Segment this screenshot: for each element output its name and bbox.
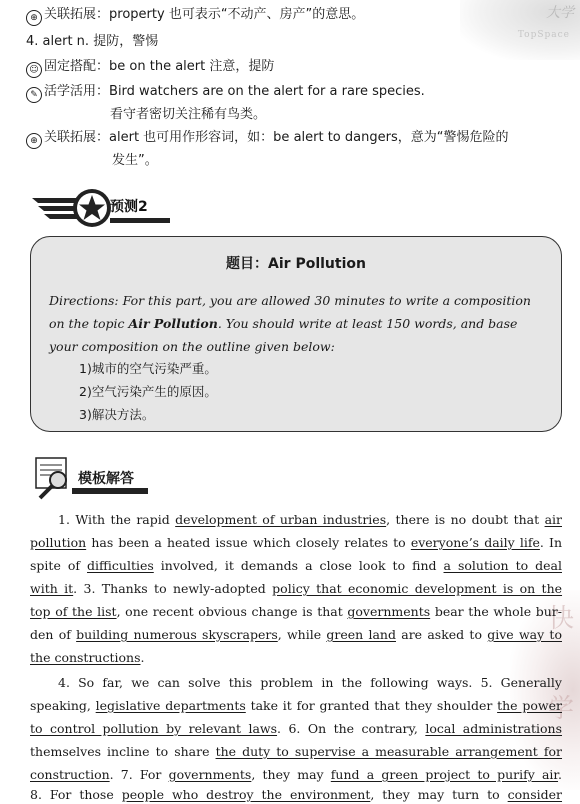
key-phrase: policy that economic development is on the [272, 581, 563, 596]
watermark-char: 快 [547, 604, 574, 634]
entry-text: 4. alert n. 提防，警惕 [26, 34, 159, 49]
directions-line-3: your composition on the outline given below: [49, 339, 335, 354]
key-phrase: legislative departments [95, 698, 246, 713]
text-segment: . 6. On the contrary, [277, 721, 426, 736]
key-phrase: the power [497, 698, 562, 713]
outline-item-2: 2)空气污染产生的原因。 [79, 384, 217, 399]
watermark-subtext: TopSpace [517, 30, 570, 40]
text-segment: , while [277, 627, 327, 642]
topic-emphasis: Air Pollution [128, 316, 218, 331]
outline-item-1: 1)城市的空气污染严重。 [79, 361, 217, 376]
essay-line-5 [30, 602, 562, 621]
text-segment: 8. For those [30, 787, 122, 802]
note-text: 发生”。 [112, 153, 158, 168]
winged-star-icon [30, 184, 180, 232]
essay-line-9 [30, 696, 562, 715]
essay-line-6 [30, 625, 562, 644]
text-segment: are asked to [395, 627, 488, 642]
question-box [30, 236, 562, 432]
key-phrase: construction [30, 767, 110, 782]
badge-subtitle: ESTIMATE 2 [114, 224, 144, 230]
smile-icon: ☺ [26, 62, 42, 78]
text-segment: . You should write at least 150 words, and base [217, 316, 518, 331]
vocab-note-2: ☺ 固定搭配：be on the alert 注意，提防 [26, 56, 580, 78]
text-segment: involved, it demands a close look to find [153, 558, 444, 573]
text-segment: . [140, 650, 145, 665]
link-icon: ⊕ [26, 10, 42, 26]
key-phrase: the constructions [30, 650, 141, 665]
key-phrase: building numerous skyscrapers [76, 627, 278, 642]
text-segment: themselves incline to share [30, 744, 216, 759]
text-segment: . [558, 767, 563, 782]
key-phrase: difficulties [87, 558, 154, 573]
essay-line-10 [30, 719, 562, 738]
text-segment: 1. With the rapid [58, 512, 176, 527]
note-text: alert 也可用作形容词，如：be alert to dangers，意为“警惕危险的 [109, 130, 509, 145]
vocab-note-4: ⊕ 关联拓展：alert 也可用作形容词，如：be alert to dangers，意为“警惕危险的 [26, 127, 580, 149]
translation-text: 看守者密切关注稀有鸟类。 [110, 107, 267, 122]
question-title: 题目：Air Pollution [226, 256, 366, 272]
key-phrase: pollution [30, 535, 87, 550]
note-text: Bird watchers are on the alert for a rare species. [109, 84, 425, 99]
text-segment: , one recent obvious change is that [116, 604, 348, 619]
directions-line-1: Directions: For this part, you are allowed 30 minutes to write a composition [49, 293, 531, 308]
key-phrase: green land [326, 627, 396, 642]
essay-line-1 [58, 510, 562, 529]
watermark-text: 大学 [546, 5, 574, 21]
key-phrase: people who destroy the environment [121, 787, 371, 802]
text-segment: spite of [30, 558, 88, 573]
section-badge-prediction [30, 184, 180, 232]
note-text: property 也可表示“不动产、房产”的意思。 [109, 7, 365, 22]
key-phrase: to control pollution by relevant laws [30, 721, 278, 736]
essay-line-8 [58, 673, 562, 692]
key-phrase: the duty to supervise a measurable arrangement for [215, 744, 563, 759]
essay-line-3 [30, 556, 562, 575]
text-segment: speaking, [30, 698, 96, 713]
text-segment: , there is no doubt that [386, 512, 545, 527]
badge-subtitle: SAMPLE [92, 494, 112, 500]
text-segment: . 7. For [109, 767, 169, 782]
vocab-entry-alert [26, 31, 580, 51]
section-badge-sample [32, 456, 152, 502]
key-phrase: give way to [487, 627, 562, 642]
directions-line-2 [49, 312, 551, 335]
text-segment: take it for granted that they shoulder [245, 698, 498, 713]
vocab-note-1: ⊕ 关联拓展：property 也可表示“不动产、房产”的意思。 [26, 4, 580, 26]
text-segment: on the topic [49, 316, 129, 331]
outline-item-3: 3)解决方法。 [79, 407, 155, 422]
text-segment: 4. So far, we can solve this problem in the following ways. 5. Generally [58, 675, 562, 690]
text-segment: . In [539, 535, 563, 550]
text-segment: . 3. Thanks to newly-adopted [73, 581, 273, 596]
note-tag: 活学活用 [44, 84, 97, 99]
essay-line-13 [30, 785, 562, 804]
key-phrase: with it [30, 581, 74, 596]
pen-icon: ✎ [26, 87, 42, 103]
text-segment: , they may [251, 767, 331, 782]
key-phrase: fund a green project to purify air [330, 767, 559, 782]
key-phrase: governments [168, 767, 252, 782]
essay-line-11 [30, 742, 562, 761]
text-segment: den of [30, 627, 77, 642]
badge-title: 预测2 [110, 199, 148, 215]
essay-line-4 [30, 579, 562, 598]
vocab-translation [110, 104, 580, 124]
note-tag: 固定搭配 [44, 59, 97, 74]
key-phrase: development of urban industries [175, 512, 387, 527]
vocab-note-4-cont [112, 150, 580, 170]
link-icon: ⊕ [26, 133, 42, 149]
text-segment: , they may turn to [370, 787, 508, 802]
badge-title: 模板解答 [78, 471, 134, 487]
text-segment: bear the whole bur- [430, 604, 562, 619]
key-phrase: a solution to deal [443, 558, 562, 573]
essay-line-12 [30, 765, 562, 784]
note-text: be on the alert 注意，提防 [109, 59, 275, 74]
note-tag: 关联拓展 [44, 130, 97, 145]
key-phrase: air [544, 512, 562, 527]
key-phrase: governments [347, 604, 431, 619]
directions [49, 289, 551, 358]
vocab-note-3: ✎ 活学活用：Bird watchers are on the alert for a rare species. [26, 81, 580, 103]
essay-line-7 [30, 648, 562, 667]
key-phrase: everyone’s daily life [410, 535, 540, 550]
watermark-char: 学 [547, 694, 574, 724]
essay-line-2 [30, 533, 562, 552]
key-phrase: local administrations [425, 721, 562, 736]
key-phrase: top of the list [30, 604, 117, 619]
key-phrase: consider [507, 787, 563, 802]
note-tag: 关联拓展 [44, 7, 97, 22]
text-segment: has been a heated issue which closely relates to [86, 535, 411, 550]
